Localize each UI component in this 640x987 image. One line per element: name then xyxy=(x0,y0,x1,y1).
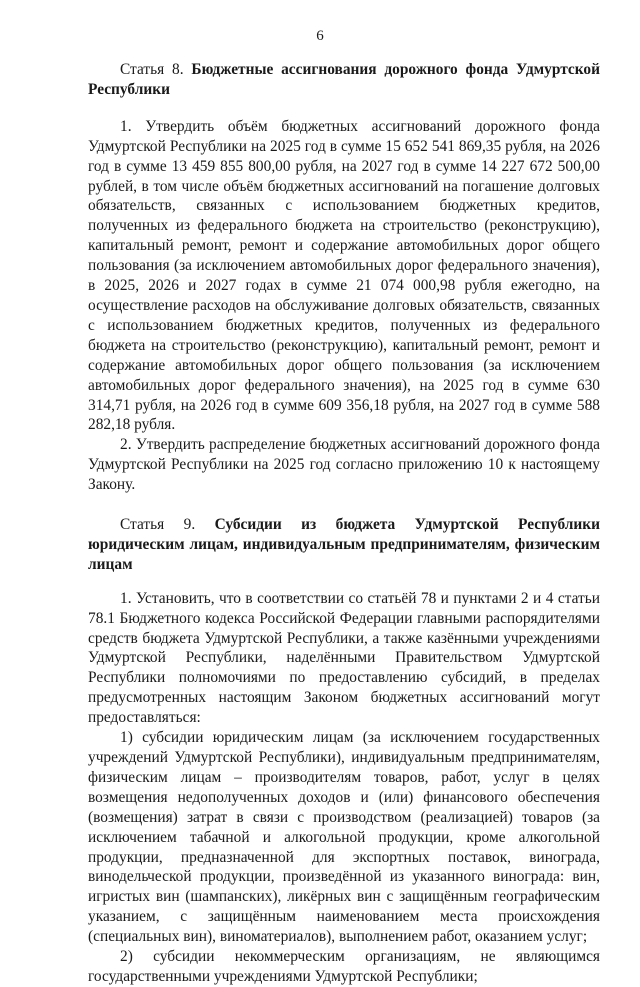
document-body xyxy=(88,60,600,987)
article-9-item-2: 2) субсидии некоммерческим организациям, не являющимся государственными учреждениями Удмуртской Республики; xyxy=(88,948,600,985)
article-9-paragraph-1: 1. Установить, что в соответствии со статьёй 78 и пунктами 2 и 4 статьи 78.1 Бюджетного кодекса Российской Федерации главными распорядителями средств бюджета Удмуртской Республики, а также казёнными учреждениями Удмуртской Республики, наделёнными Правительством Удмуртской Республики полномочиями по предоставлению субсидий, в пределах предусмотренных настоящим Законом бюджетных ассигнований могут предоставляться: xyxy=(88,589,600,727)
article-9-heading xyxy=(88,515,600,575)
article-8-heading xyxy=(88,60,600,100)
article-9-label: Статья 9. xyxy=(120,516,196,534)
article-8-label: Статья 8. xyxy=(120,61,184,78)
article-8-paragraph-2: 2. Утвердить распределение бюджетных ассигнований дорожного фонда Удмуртской Республики на 2025 год согласно приложению 10 к настоящему Закону. xyxy=(88,436,600,494)
article-8-title: Бюджетные ассигнования дорожного фонда Удмуртской Республики xyxy=(88,61,600,98)
page-number: 6 xyxy=(316,28,324,44)
article-9-item-1: 1) субсидии юридическим лицам (за исключением государственных учреждений Удмуртской Республики), индивидуальным предпринимателям, физическим лицам – производителям товаров, работ, услуг в целях возмещения недополученных доходов и (или) финансового обеспечения (возмещения) затрат в связи с производством (реализацией) товаров (за исключением табачной и алкогольной продукции, кроме алкогольной продукции, предназначенной для экспортных поставок, винограда, винодельческой продукции, произведённой из указанного винограда: вин, игристых вин (шампанских), ликёрных вин с защищённым географическим указанием, с защищённым наименованием места происхождения (специальных вин), виноматериалов), выполнением работ, оказанием услуг; xyxy=(88,729,600,946)
article-8-paragraph-1: 1. Утвердить объём бюджетных ассигнований дорожного фонда Удмуртской Республики на 2025 год в сумме 15 652 541 869,35 рубля, на 2026 год в сумме 13 459 855 800,00 рубля, на 2027 год в сумме 14 227 672 500,00 рублей, в том числе объём бюджетных ассигнований на погашение долговых обязательств, связанных с использованием бюджетных кредитов, полученных из федерального бюджета на строительство (реконструкцию), капитальный ремонт, ремонт и содержание автомобильных дорог общего пользования (за исключением автомобильных дорог федерального значения), в 2025, 2026 и 2027 годах в сумме 21 074 000,98 рубля ежегодно, на осуществление расходов на обслуживание долговых обязательств, связанных с использованием бюджетных кредитов, полученных из федерального бюджета на строительство (реконструкцию), капитальный ремонт, ремонт и содержание автомобильных дорог общего пользования (за исключением автомобильных дорог федерального значения), на 2025 год в сумме 630 314,71 рубля, на 2026 год в сумме 609 356,18 рубля, на 2027 год в сумме 588 282,18 рубля. xyxy=(88,117,600,434)
article-9-title: Субсидии из бюджета Удмуртской Республики юридическим лицам, индивидуальным предпринимателям, физическим лицам xyxy=(88,516,600,573)
